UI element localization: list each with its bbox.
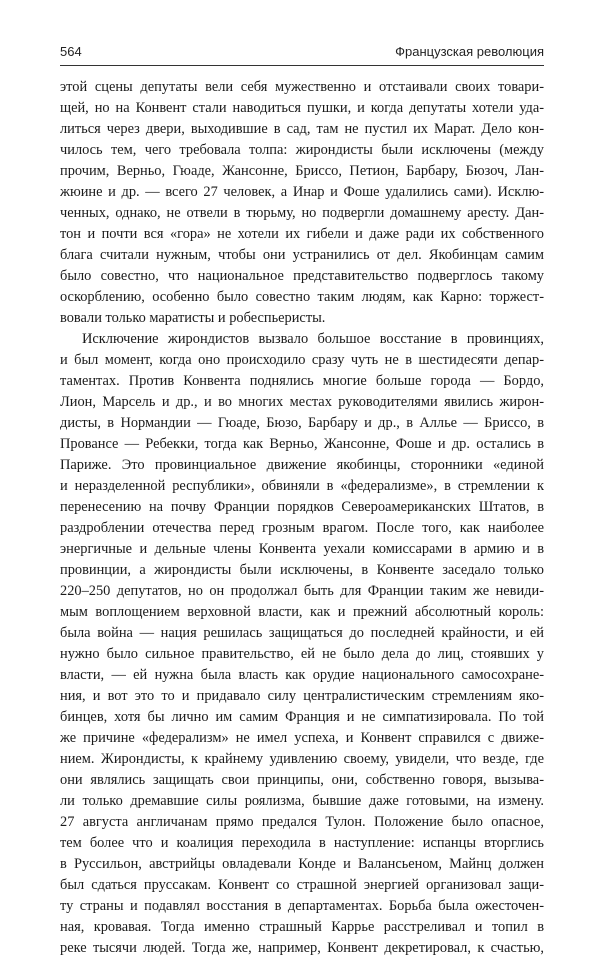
text-line: Провансе — Ребекки, тогда как Верньо, Жансонне, Фоше и др. остались в xyxy=(60,436,544,452)
text-line: ту страны и подавлял восстания в департаментах. Борьба была ожесточен- xyxy=(60,898,544,914)
text-line: дисты, в Нормандии — Гюаде, Бюзо, Барбару и др., в Аллье — Бриссо, в xyxy=(60,415,544,431)
text-line: этой сцены депутаты вели себя мужественно и отстаивали своих товари- xyxy=(60,79,544,95)
text-line: тон и почти вся «гора» не хотели их гибели и даже ради их собственного xyxy=(60,226,544,242)
text-line: нием. Жирондисты, к крайнему удивлению своему, увидели, что везде, где xyxy=(60,751,544,767)
header-rule xyxy=(60,65,544,66)
text-line: провинции, а жирондисты были исключены, в Конвенте заседало только xyxy=(60,562,544,578)
text-line: мым воплощением верховной власти, как и прежний абсолютный король: xyxy=(60,604,544,620)
text-line: ли только дремавшие силы роялизма, бывшие даже готовыми, на измену. xyxy=(60,793,544,809)
text-line: таментах. Против Конвента поднялись многие больше города — Бордо, xyxy=(60,373,544,389)
text-line: прочим, Верньо, Гюаде, Жансонне, Бриссо, Петион, Барбару, Бюзоч, Лан- xyxy=(60,163,544,179)
text-line: было совестно, что национальное представительство подверглось такому xyxy=(60,268,544,284)
page-number: 564 xyxy=(60,44,82,59)
text-line: раздроблении отечества перед грозным врагом. После того, как наиболее xyxy=(60,520,544,536)
text-line: в Руссильон, австрийцы овладевали Конде и Валансьеном, Майнц должен xyxy=(60,856,544,872)
text-line: и был момент, когда оно происходило сразу чуть не в шестидесяти депар- xyxy=(60,352,544,368)
text-line: чилось тем, чего требовала толпа: жирондисты были исключены (между xyxy=(60,142,544,158)
text-line: 220–250 депутатов, но он продолжал быть для Франции таким же невиди- xyxy=(60,583,544,599)
text-line: был сдаться пруссакам. Конвент со страшной энергией организовал защи- xyxy=(60,877,544,893)
text-line: была война — нация решилась защищаться до последней крайности, и ей xyxy=(60,625,544,641)
text-line: же причине «федерализм» не имел успеха, и Конвент справился с движе- xyxy=(60,730,544,746)
text-line: власти, — ей нужна была власть как орудие национального самосохране- xyxy=(60,667,544,683)
text-line: блага считали нужным, чтобы они устранились от дел. Якобинцам самим xyxy=(60,247,544,263)
text-line: перенесению на почву Франции порядков Североамериканских Штатов, в xyxy=(60,499,544,515)
text-line: 27 августа англичанам прямо предался Тулон. Положение было опасное, xyxy=(60,814,544,830)
text-line: бинцев, хотя бы лично им самим Франция и не симпатизировала. По той xyxy=(60,709,544,725)
text-line: жюине и др. — всего 27 человек, а Инар и Фоше удалились сами). Исклю- xyxy=(60,184,544,200)
running-title: Французская революция xyxy=(395,44,544,59)
text-line: тем более что и коалиция переходила в наступление: испанцы вторглись xyxy=(60,835,544,851)
text-line: оскорблению, особенно было совестно таким людям, как Карно: торжест- xyxy=(60,289,544,305)
text-line: и неразделенной республики», обвиняли в «федерализме», в стремлении к xyxy=(60,478,544,494)
text-line: ния, и вот это то и придавало силу централистическим стремлениям яко- xyxy=(60,688,544,704)
text-line: нужно было сильное правительство, ей не было дела до лиц, стоявших у xyxy=(60,646,544,662)
text-line: энергичные и дельные члены Конвента уехали комиссарами в армию и в xyxy=(60,541,544,557)
text-line: щей, но на Конвент стали наводиться пушки, и когда депутаты хотели уда- xyxy=(60,100,544,116)
text-line: литься через двери, выходившие в сад, там не пустил их Марат. Дело кон- xyxy=(60,121,544,137)
paragraph-end-line: вовали только маратисты и робеспьеристы. xyxy=(60,310,326,326)
text-line: реке тысячи людей. Тогда же, например, Конвент декретировал, к счастью, xyxy=(60,940,544,956)
text-line: ная, кровавая. Тогда именно страшный Каррье расстреливал и топил в xyxy=(60,919,544,935)
text-line: Лион, Марсель и др., и во многих местах руководителями явились жирон- xyxy=(60,394,544,410)
text-line: они являлись защищать свои принципы, они, собственно говоря, вызыва- xyxy=(60,772,544,788)
text-line: Париже. Это провинциальное движение якобинцы, сторонники «единой xyxy=(60,457,544,473)
paragraph-start-line: Исключение жирондистов вызвало большое восстание в провинциях, xyxy=(82,331,544,347)
text-line: ченных, однако, не отвели в тюрьму, но подвергли домашнему аресту. Дан- xyxy=(60,205,544,221)
running-head xyxy=(60,42,544,62)
body-text xyxy=(60,77,544,959)
